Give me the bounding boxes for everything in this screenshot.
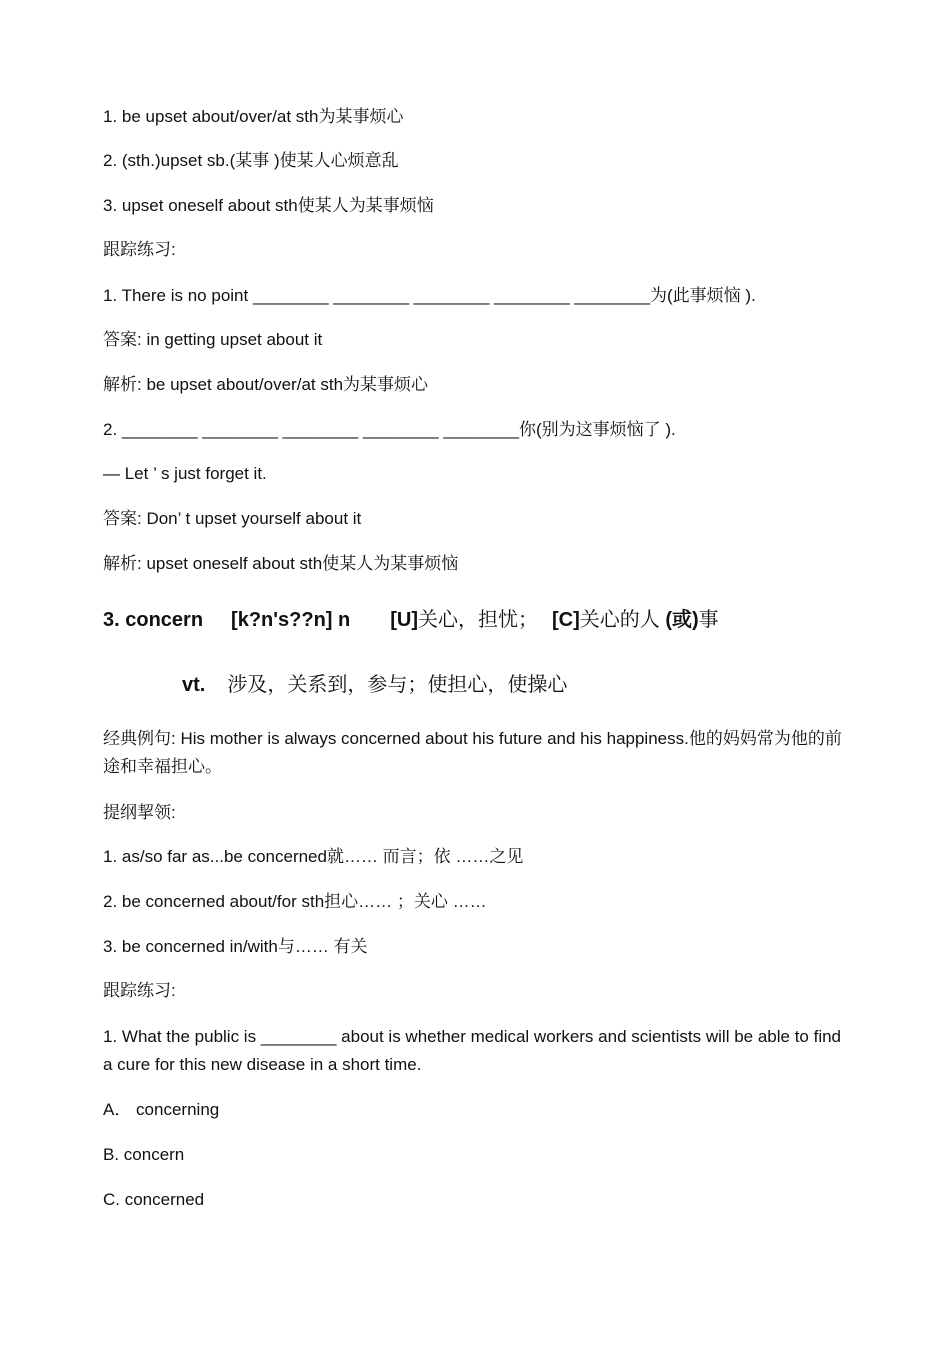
phrase-line: 2. (sth.)upset sb.(某事 )使某人心烦意乱 (103, 151, 399, 170)
word-heading (103, 608, 719, 632)
vt-tag: vt. (182, 674, 206, 696)
answer-line: 答案: in getting upset about it (103, 330, 323, 349)
example-sentence: 经典例句: His mother is always concerned about his future and his happiness.他的妈妈常为他的前途和幸福担心。 (103, 729, 842, 776)
phrase-line: 1. as/so far as...be concerned就…… 而言；依 ……之见 (103, 847, 524, 866)
option-a: A． concerning (103, 1100, 220, 1119)
phonetic: [k?n's??n] n (231, 609, 351, 631)
dialog-reply: — Let ’ s just forget it. (103, 464, 267, 483)
practice-label: 跟踪练习: (103, 240, 176, 259)
option-b: B. concern (103, 1145, 185, 1164)
option-c: C. concerned (103, 1190, 205, 1209)
answer-line: 答案: Don’ t upset yourself about it (103, 509, 362, 528)
uncountable-meaning: 关心，担忧； (418, 609, 538, 631)
countable-meaning-tail: 事 (698, 609, 719, 631)
countable-meaning: 关心的人 (579, 609, 660, 631)
verb-definition (182, 673, 567, 697)
word-title: 3. concern (103, 609, 204, 631)
explanation-line: 解析: upset oneself about sth使某人为某事烦恼 (103, 554, 459, 573)
exercise-question: 1. There is no point ________ ________ ________ ________ ________为(此事烦恼 ). (103, 286, 756, 305)
exercise-question: 1. What the public is ________ about is whether medical workers and scientists will be able to find a cure for this new disease in a short time. (103, 1027, 842, 1074)
phrase-line: 3. upset oneself about sth使某人为某事烦恼 (103, 196, 434, 215)
practice-label: 跟踪练习: (103, 981, 176, 1000)
uncountable-tag: [U] (390, 609, 418, 631)
outline-label: 提纲挈领: (103, 803, 176, 822)
phrase-line: 1. be upset about/over/at sth为某事烦心 (103, 107, 404, 126)
exercise-question: 2. ________ ________ ________ ________ ________你(别为这事烦恼了 ). (103, 420, 676, 439)
countable-paren: (或) (665, 609, 699, 631)
phrase-line: 3. be concerned in/with与…… 有关 (103, 937, 368, 956)
countable-tag: [C] (552, 609, 580, 631)
explanation-line: 解析: be upset about/over/at sth为某事烦心 (103, 375, 429, 394)
vt-meaning: 涉及，关系到，参与；使担心，使操心 (227, 674, 568, 696)
phrase-line: 2. be concerned about/for sth担心…… ；关心 …… (103, 892, 487, 911)
